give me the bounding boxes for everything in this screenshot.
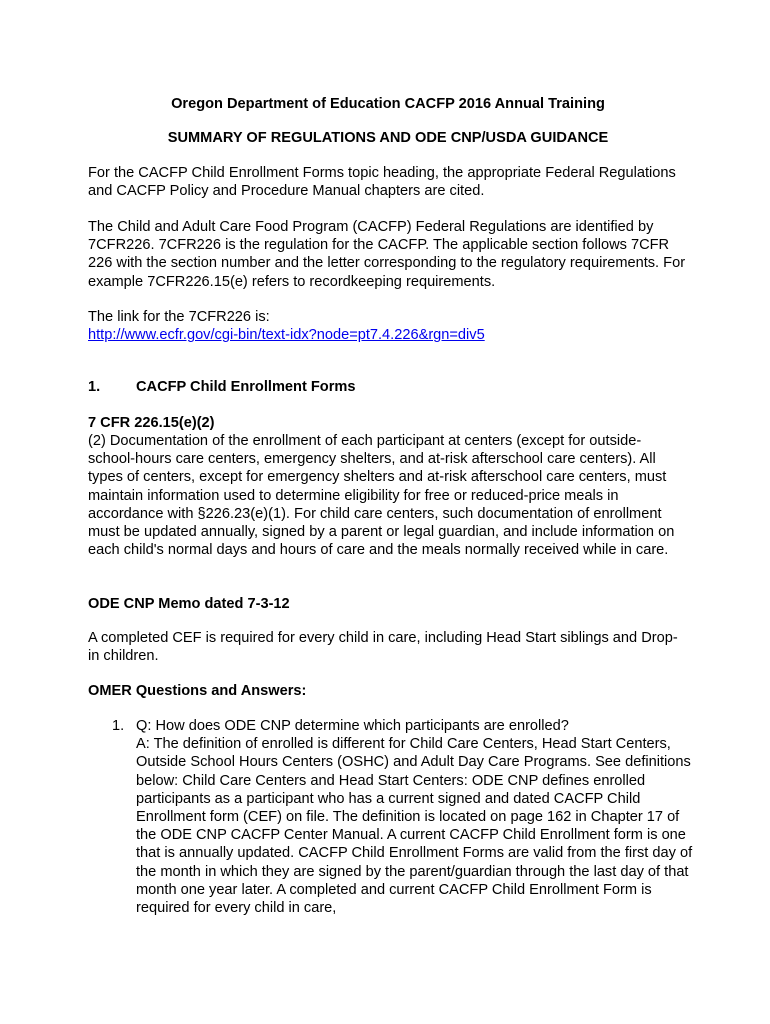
intro-paragraph: For the CACFP Child Enrollment Forms topic heading, the appropriate Federal Regulations and CACFP Policy and Procedure Manual chapters are cited. — [88, 165, 676, 200]
memo-text: A completed CEF is required for every child in care, including Head Start siblings and Drop-in children. — [88, 630, 678, 665]
memo-heading: ODE CNP Memo dated 7-3-12 — [88, 596, 290, 612]
omer-heading: OMER Questions and Answers: — [88, 683, 307, 699]
section-number: 1. — [88, 379, 101, 395]
cfr-heading: 7 CFR 226.15(e)(2) — [88, 415, 215, 431]
link-intro: The link for the 7CFR226 is: — [88, 309, 270, 325]
document-title: Oregon Department of Education CACFP 2016 Annual Training — [171, 96, 605, 112]
omer-answer: A: The definition of enrolled is different for Child Care Centers, Head Start Centers, Outside School Hours Centers (OSHC) and Adult Day Care Programs. See definitions below: Child Care Centers and Head Start Centers: ODE CNP defines enrolled participants as a participant who has a current signed and dated CACFP Child Enrollment form (CEF) on file. The definition is located on page 162 in Chapter 17 of the ODE CNP CACFP Center Manual. A current CACFP Child Enrollment form is one that is annually updated. CACFP Child Enrollment Forms are valid from the first day of the month in which they are signed by the parent/guardian through the last day of that month one year later. A completed and current CACFP Child Enrollment Form is required for every child in care, — [136, 736, 693, 917]
regulations-paragraph: The Child and Adult Care Food Program (CACFP) Federal Regulations are identified by 7CFR226. 7CFR226 is the regulation for the CACFP. The applicable section follows 7CFR 226 with the section number and the letter corresponding to the regulatory requirements. For example 7CFR226.15(e) refers to recordkeeping requirements. — [88, 219, 686, 290]
omer-item-body — [136, 717, 696, 917]
section-title: CACFP Child Enrollment Forms — [136, 379, 356, 395]
omer-item-number: 1. — [112, 718, 125, 734]
omer-question: Q: How does ODE CNP determine which participants are enrolled? — [136, 718, 569, 734]
link-block — [88, 308, 688, 344]
document-subtitle: SUMMARY OF REGULATIONS AND ODE CNP/USDA GUIDANCE — [167, 130, 609, 146]
cfr-text: (2) Documentation of the enrollment of each participant at centers (except for outside-school-hours care centers, emergency shelters, and at-risk afterschool care centers). All types of centers, except for emergency shelters and at-risk afterschool care centers, must maintain information used to determine eligibility for free or reduced-price meals in accordance with §226.23(e)(1). For child care centers, such documentation of enrollment must be updated annually, signed by a parent or legal guardian, and include information on each child's normal days and hours of care and the meals normally received while in care. — [88, 433, 675, 559]
section-heading — [88, 378, 688, 396]
omer-list-item — [112, 717, 712, 927]
ecfr-link[interactable]: http://www.ecfr.gov/cgi-bin/text-idx?node=pt7.4.226&rgn=div5 — [88, 327, 485, 344]
